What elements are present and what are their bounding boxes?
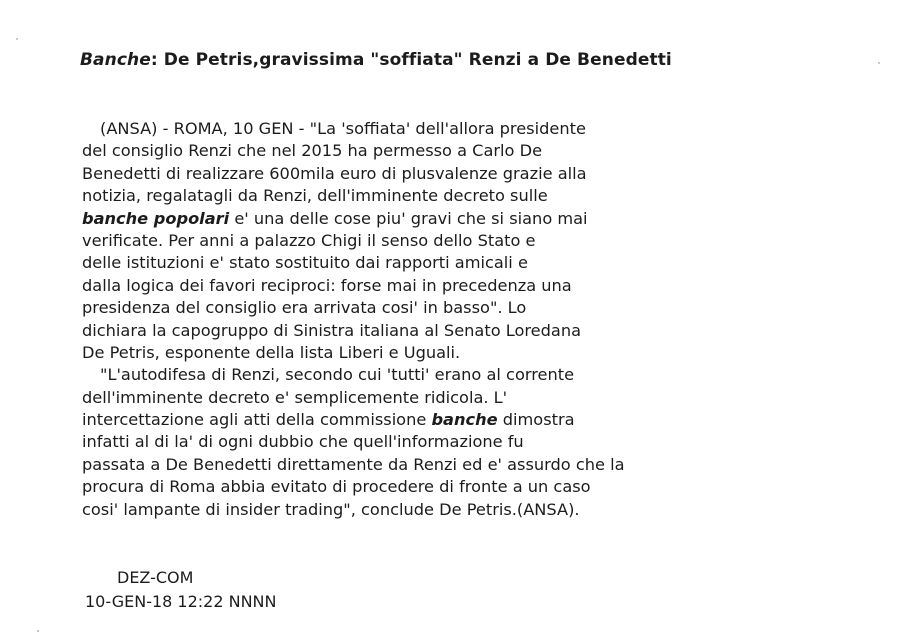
body-line: dalla logica dei favori reciproci: forse mai in precedenza una [82,275,572,295]
scan-speck [878,62,880,64]
body-line: intercettazione agli atti della commissione banche dimostra [82,410,575,430]
body-line: delle istituzioni e' stato sostituito dai rapporti amicali e [82,253,528,273]
body-line: banche popolari e' una delle cose piu' gravi che si siano mai [82,208,588,228]
body-line: "L'autodifesa di Renzi, secondo cui 'tutti' erano al corrente [100,365,575,385]
keyword-emphasis: banche popolari [82,208,230,228]
body-line: dell'imminente decreto e' semplicemente ridicola. L' [82,387,508,407]
body-line: del consiglio Renzi che nel 2015 ha permesso a Carlo De [82,141,543,161]
body-line: passata a De Benedetti direttamente da Renzi ed e' assurdo che la [82,454,625,474]
headline-text: : De Petris,gravissima "soffiata" Renzi a De Benedetti [150,50,672,70]
scan-speck [16,38,18,40]
article-body [82,118,682,521]
body-line: infatti al di la' di ogni dubbio che quell'informazione fu [82,432,524,452]
timestamp: 10-GEN-18 12:22 NNNN [85,592,277,611]
keyword-emphasis: banche [431,410,498,430]
body-line: notizia, regalatagli da Renzi, dell'imminente decreto sulle [82,186,548,206]
body-line: presidenza del consiglio era arrivata cosi' in basso". Lo [82,298,527,318]
body-line: Benedetti di realizzare 600mila euro di plusvalenze grazie alla [82,163,587,183]
agency-code: DEZ-COM [117,568,194,587]
body-line: verificate. Per anni a palazzo Chigi il senso dello Stato e [82,230,536,250]
body-line: dichiara la capogruppo di Sinistra italiana al Senato Loredana [82,320,582,340]
body-line: cosi' lampante di insider trading", conclude De Petris.(ANSA). [82,499,580,519]
scan-speck [37,630,39,632]
body-line: De Petris, esponente della lista Liberi e Uguali. [82,342,461,362]
headline [80,50,672,70]
footer [85,566,276,614]
body-line: (ANSA) - ROMA, 10 GEN - "La 'soffiata' dell'allora presidente [100,119,586,138]
headline-keyword: Banche [80,50,151,70]
body-line: procura di Roma abbia evitato di procedere di fronte a un caso [82,477,591,497]
